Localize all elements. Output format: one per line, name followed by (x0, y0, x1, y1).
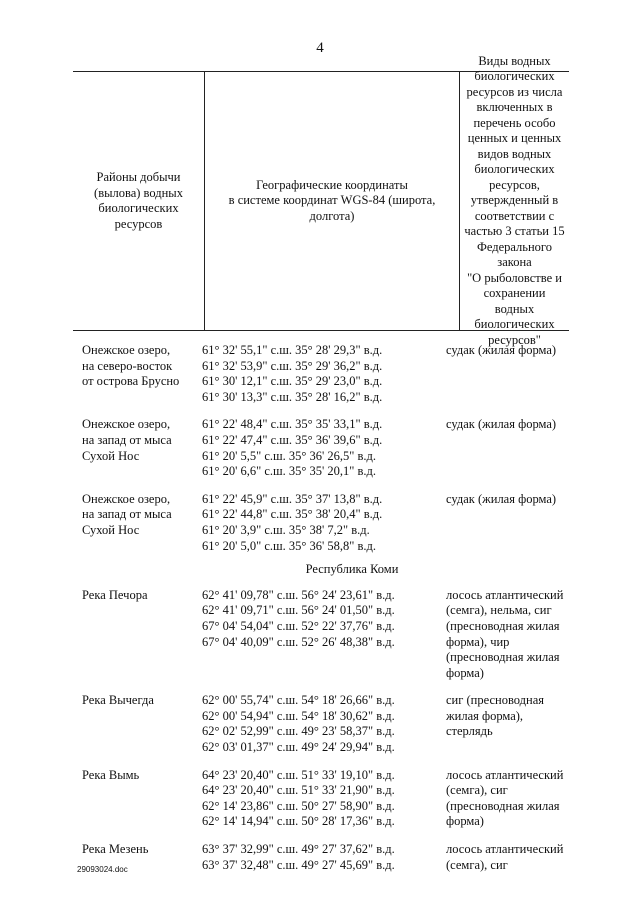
region-cell (82, 693, 200, 755)
species-line: (семга), сиг (446, 857, 508, 872)
header-coordinates (204, 72, 460, 330)
coordinate-line: 62° 00' 55,74" с.ш. 54° 18' 26,66" в.д. (202, 693, 395, 708)
header-line: ресурсов (114, 216, 163, 231)
coordinate-line: 61° 32' 55,1" с.ш. 35° 28' 29,3" в.д. (202, 343, 383, 357)
coordinate-line: 61° 22' 47,4" с.ш. 35° 36' 39,6" в.д. (202, 432, 383, 447)
header-line: ценных и ценных (467, 131, 562, 146)
header-line: "О рыболовстве и (467, 270, 562, 285)
coordinate-line: 61° 20' 3,9" с.ш. 35° 38' 7,2" в.д. (202, 522, 370, 537)
table-header (73, 53, 569, 347)
region-line: Онежское озеро, (82, 343, 171, 357)
species-line: стерлядь (446, 724, 493, 739)
header-line: утвержденный в (470, 193, 559, 208)
coordinate-line: 61° 22' 45,9" с.ш. 35° 37' 13,8" в.д. (202, 491, 383, 506)
species-cell (446, 588, 572, 682)
header-line: ресурсов из числа (466, 84, 563, 99)
species-line: форма), чир (446, 634, 510, 649)
species-line: лосось атлантический (446, 842, 564, 857)
region-line: Река Вымь (82, 767, 140, 782)
species-line: лосось атлантический (446, 767, 564, 782)
region-line: Сухой Нос (82, 522, 140, 537)
coordinate-line: 61° 32' 53,9" с.ш. 35° 29' 36,2" в.д. (202, 358, 383, 373)
coordinate-line: 64° 23' 20,40" с.ш. 51° 33' 21,90" в.д. (202, 783, 395, 798)
coordinates-cell (200, 417, 446, 479)
coordinates-cell (200, 343, 446, 405)
species-line: судак (жилая форма) (446, 417, 557, 432)
species-line: форма) (446, 665, 484, 680)
header-line: соответствии с (474, 208, 555, 223)
coordinates-cell (200, 842, 446, 873)
region-cell (82, 492, 200, 554)
page-number: 4 (316, 40, 324, 56)
coordinates-cell (200, 588, 446, 682)
table-row (82, 842, 572, 873)
coordinate-line: 67° 04' 40,09" с.ш. 52° 26' 48,38" в.д. (202, 634, 395, 649)
header-line: перечень особо (473, 115, 556, 130)
header-line: видов водных (477, 146, 552, 161)
header-line: биологических (474, 162, 555, 177)
region-line: Сухой Нос (82, 448, 140, 463)
table-row (82, 588, 572, 682)
header-line: включенных в (476, 100, 553, 115)
header-species (460, 53, 569, 347)
table-row (82, 492, 572, 554)
region-cell (82, 417, 200, 479)
coordinate-line: 62° 00' 54,94" с.ш. 54° 18' 30,62" в.д. (202, 708, 395, 723)
region-line: на запад от мыса (82, 507, 172, 522)
species-line: (пресноводная жилая (446, 650, 560, 665)
species-cell (446, 768, 572, 830)
table-row (82, 693, 572, 755)
region-line: на северо-восток (82, 358, 173, 373)
species-line: лосось атлантический (446, 587, 564, 602)
coordinate-line: 62° 41' 09,78" с.ш. 56° 24' 23,61" в.д. (202, 587, 395, 602)
coordinate-line: 62° 41' 09,71" с.ш. 56° 24' 01,50" в.д. (202, 603, 395, 618)
coordinate-line: 62° 14' 14,94" с.ш. 50° 28' 17,36" в.д. (202, 814, 395, 829)
table-body (82, 343, 572, 885)
region-line: Река Мезень (82, 842, 149, 857)
region-line: на запад от мыса (82, 432, 172, 447)
header-line: Виды водных (478, 53, 551, 68)
header-line: ресурсов, (489, 177, 540, 192)
species-line: (семга), сиг (446, 783, 508, 798)
coordinate-line: 61° 20' 5,0" с.ш. 35° 36' 58,8" в.д. (202, 538, 377, 553)
species-cell (446, 417, 572, 479)
region-line: Река Печора (82, 587, 148, 602)
header-line: долгота) (309, 208, 355, 223)
region-line: Онежское озеро, (82, 417, 171, 432)
header-line: биологических (474, 69, 555, 84)
region-cell (82, 343, 200, 405)
coordinate-line: 64° 23' 20,40" с.ш. 51° 33' 19,10" в.д. (202, 767, 395, 782)
region-cell (82, 768, 200, 830)
species-line: судак (жилая форма) (446, 491, 557, 506)
header-line: сохранении водных (483, 286, 546, 316)
region-cell (82, 588, 200, 682)
coordinate-line: 61° 22' 44,8" с.ш. 35° 38' 20,4" в.д. (202, 507, 383, 522)
region-line: от острова Брусно (82, 374, 180, 389)
coordinate-line: 61° 30' 13,3" с.ш. 35° 28' 16,2" в.д. (202, 389, 383, 404)
coordinate-line: 61° 22' 48,4" с.ш. 35° 35' 33,1" в.д. (202, 417, 383, 432)
header-line: Районы добычи (96, 170, 181, 184)
species-line: сиг (пресноводная (446, 693, 544, 708)
species-cell (446, 693, 572, 755)
coordinate-line: 63° 37' 32,48" с.ш. 49° 27' 45,69" в.д. (202, 857, 395, 872)
header-line: ресурсов" (488, 332, 541, 347)
table-row (82, 343, 572, 405)
coordinate-line: 62° 14' 23,86" с.ш. 50° 27' 58,90" в.д. (202, 798, 395, 813)
file-name: 29093024.doc (77, 865, 128, 874)
coordinate-line: 62° 02' 52,99" с.ш. 49° 23' 58,37" в.д. (202, 724, 395, 739)
species-line: жилая форма), (446, 708, 524, 723)
coordinate-line: 61° 20' 5,5" с.ш. 35° 36' 26,5" в.д. (202, 448, 377, 463)
coordinate-line: 67° 04' 54,04" с.ш. 52° 22' 37,76" в.д. (202, 618, 395, 633)
section-title: Республика Коми (305, 562, 399, 577)
species-line: форма) (446, 814, 484, 829)
region-line: Онежское озеро, (82, 491, 171, 506)
coordinate-line: 61° 20' 6,6" с.ш. 35° 35' 20,1" в.д. (202, 464, 377, 479)
coordinate-line: 61° 30' 12,1" с.ш. 35° 29' 23,0" в.д. (202, 374, 383, 389)
table-row (82, 417, 572, 479)
header-line: биологических (474, 317, 555, 332)
coordinate-line: 62° 03' 01,37" с.ш. 49° 24' 29,94" в.д. (202, 740, 395, 755)
table-row (82, 768, 572, 830)
species-cell (446, 343, 572, 405)
species-line: судак (жилая форма) (446, 343, 557, 357)
species-line: (пресноводная жилая (446, 798, 560, 813)
header-line: биологических (98, 201, 179, 215)
header-line: частью 3 статьи 15 (464, 224, 565, 239)
species-cell (446, 492, 572, 554)
species-cell (446, 842, 572, 873)
coordinate-line: 63° 37' 32,99" с.ш. 49° 27' 37,62" в.д. (202, 842, 395, 857)
header-line: (вылова) водных (94, 185, 183, 200)
header-line: Федерального закона (476, 239, 553, 270)
coordinates-cell (200, 492, 446, 554)
header-line: Географические координаты (256, 177, 408, 192)
coordinates-cell (200, 768, 446, 830)
species-line: (пресноводная жилая (446, 618, 560, 633)
header-regions (73, 72, 204, 330)
region-line: Река Вычегда (82, 693, 154, 708)
header-line: в системе координат WGS-84 (широта, (228, 193, 436, 208)
species-line: (семга), нельма, сиг (446, 603, 552, 618)
coordinates-cell (200, 693, 446, 755)
